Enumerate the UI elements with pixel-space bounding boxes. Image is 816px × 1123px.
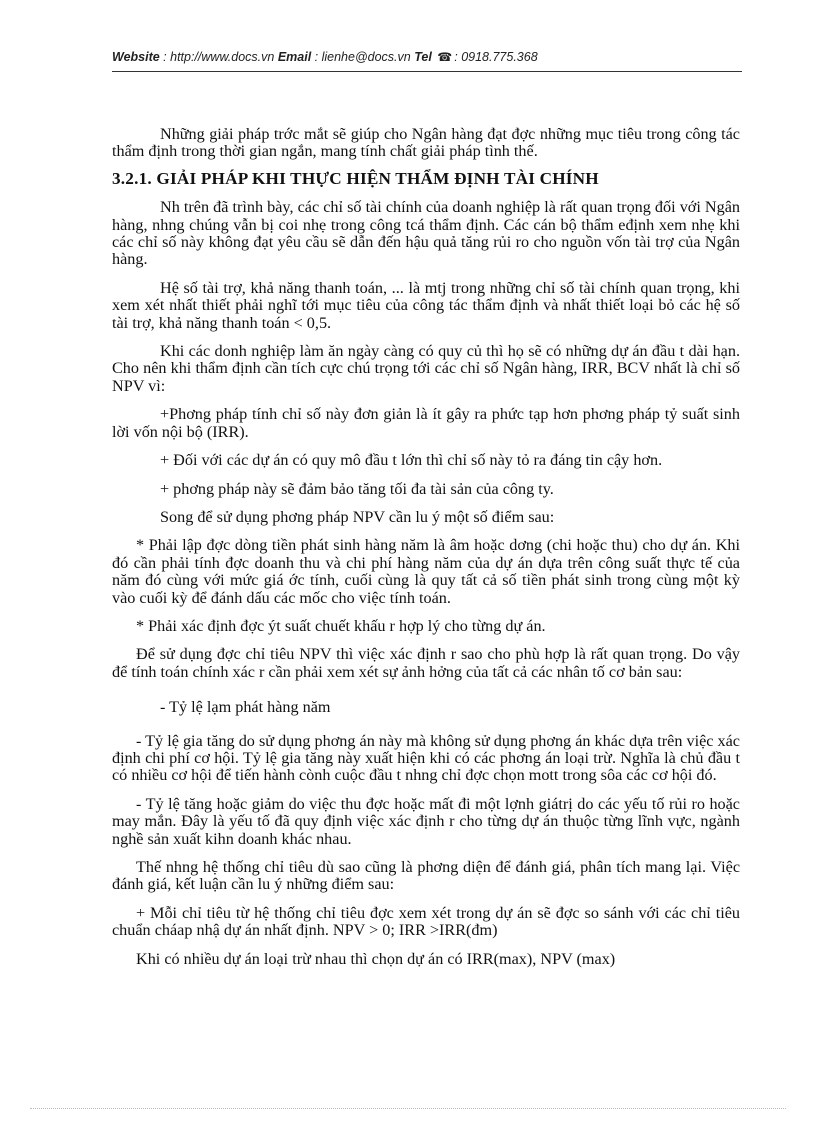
- paragraph-intro: Những giải pháp trớc mắt sẽ giúp cho Ngân hàng đạt đợc những mục tiêu trong công tác thẩm định trong thời gian ngắn, mang tính chất giải pháp tình thế.: [112, 125, 740, 161]
- paragraph-plus-item: + phơng pháp này sẽ đảm bảo tăng tối đa tài sản của công ty.: [160, 479, 554, 498]
- paragraph: Nh trên đã trình bày, các chỉ số tài chính của doanh nghiệp là rất quan trọng đối với Ngân hàng, nhng chúng vẫn bị coi nhẹ trong công tcá thẩm định. Các cán bộ thẩm eđịnh xem nhẹ khi các chỉ số này không đạt yêu cầu sẽ dẫn đến hậu quả tăng rủi ro cho nguồn vốn tài trợ của Ngân hàng.: [112, 198, 740, 269]
- paragraph-plus-item: +Phơng pháp tính chỉ số này đơn giản là ít gây ra phức tạp hơn phơng pháp tỷ suất sinh lời vốn nội bộ (IRR).: [112, 405, 740, 441]
- phone-icon: ☎: [437, 50, 453, 64]
- document-body: [112, 126, 740, 980]
- bullet-item: - Tỷ lệ lạm phát hàng năm: [160, 698, 331, 717]
- paragraph: Thế nhng hệ thống chỉ tiêu dù sao cũng là phơng diện để đánh giá, phân tích mang lại. Việc đánh giá, kết luận cần lu ý những điểm sau:: [112, 858, 740, 894]
- paragraph: Để sử dụng đợc chỉ tiêu NPV thì việc xác định r sao cho phù hợp là rất quan trọng. Do vậy để tính toán chính xác r cần phải xem xét sự ảnh hởng của tất cả các nhân tố cơ bản sau:: [112, 645, 740, 681]
- paragraph: Hệ số tài trợ, khả năng thanh toán, ... là mtj trong những chỉ số tài chính quan trọng, khi xem xét nhất thiết phải nghĩ tới mục tiêu của công tác thẩm định và nhất thiết loại bỏ các hệ số tài trợ, khả năng thanh toán < 0,5.: [112, 278, 740, 332]
- paragraph-plus-item: + Mỗi chỉ tiêu từ hệ thống chỉ tiêu đợc xem xét trong dự án sẽ đợc so sánh với các chỉ tiêu chuẩn cháap nhậ dự án nhất định. NPV > 0; IRR >IRR(đm): [112, 903, 740, 940]
- header-divider: [112, 71, 742, 72]
- paragraph-star-item: * Phải xác định đợc ýt suất chuết khấu r hợp lý cho từng dự án.: [136, 616, 546, 635]
- paragraph-dash-item: - Tỷ lệ tăng hoặc giảm do việc thu đợc hoặc mất đi một lợnh giátrị do các yếu tố rủi ro hoặc may mắn. Đây là yếu tố đã quy định việc xác định r cho từng dự án thuộc từng lĩnh vực, ngành nghề sản xuất kihn doanh khác nhau.: [112, 794, 740, 848]
- paragraph-plus-item: + Đối với các dự án có quy mô đầu t lớn thì chỉ số này tỏ ra đáng tin cậy hơn.: [160, 451, 663, 470]
- tel-value: : 0918.775.368: [454, 50, 538, 64]
- tel-label: Tel: [414, 50, 432, 64]
- website-value: : http://www.docs.vn: [159, 50, 278, 64]
- paragraph: Khi các donh nghiệp làm ăn ngày càng có quy củ thì họ sẽ có những dự án đầu t dài hạn. Cho nên khi thẩm định cần tích cực chú trọng tới các chỉ số Ngân hàng, IRR, BCV nhất là chỉ số NPV vì:: [112, 342, 740, 395]
- paragraph-dash-item: - Tỷ lệ gia tăng do sử dụng phơng án này mà không sử dụng phơng án khác dựa trên việc xác định chi phí cơ hội. Tỷ lệ gia tăng này xuất hiện khi có các phơng án loại trừ. Nghĩa là chủ đầu t có nhiều cơ hội để tiến hành cònh cuộc đầu t nhng chỉ đợc chọn mott trong sôa các cơ hội đó.: [112, 731, 740, 785]
- paragraph: Song để sử dụng phơng pháp NPV cần lu ý một số điểm sau:: [160, 507, 555, 526]
- email-label: Email: [277, 50, 312, 64]
- paragraph-star-item: * Phải lập đợc dòng tiền phát sinh hàng năm là âm hoặc dơng (chi hoặc thu) cho dự án. Khi đó cần phải tính đợc doanh thu và chi phí hàng năm của dự án dựa trên công suất thực tế của năm đó cùng với mức giá ớc tính, cuối cùng là quy tất cả số tiền phát sinh trong cùng một kỳ vào cuối kỳ để đánh dấu các mốc cho việc tính toán.: [112, 536, 740, 607]
- email-value: : lienhe@docs.vn: [311, 50, 415, 64]
- paragraph: Khi có nhiều dự án loại trừ nhau thì chọn dự án có IRR(max), NPV (max): [136, 949, 616, 968]
- footer-divider: [30, 1108, 786, 1109]
- page-header: [112, 50, 740, 64]
- website-label: Website: [112, 50, 160, 64]
- section-heading: 3.2.1. GIẢI PHÁP KHI THỰC HIỆN THẨM ĐỊNH TÀI CHÍNH: [112, 168, 599, 188]
